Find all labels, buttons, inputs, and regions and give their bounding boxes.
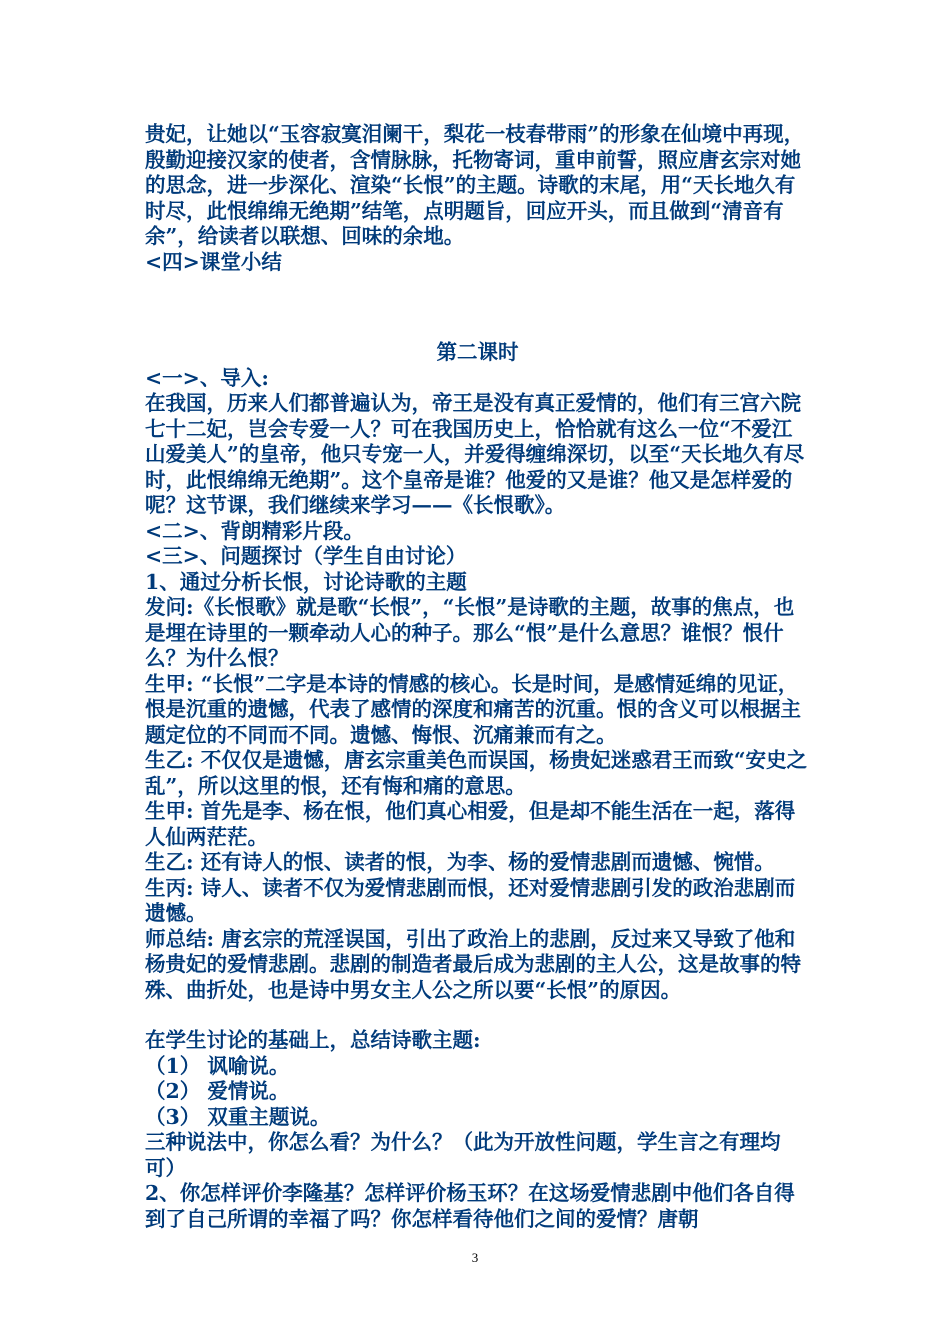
paragraph: 发问:《长恨歌》就是歌“长恨”，“长恨”是诗歌的主题，故事的焦点，也是埋在诗里的一颗牵动人心的种子。那么“恨”是什么意思？谁恨？恨什么？为什么恨？ <box>145 595 795 670</box>
paragraph: 在学生讨论的基础上，总结诗歌主题: <box>145 1028 481 1052</box>
paragraph: 生乙: 不仅仅是遗憾，唐玄宗重美色而误国，杨贵妃迷惑君王而致“安史之乱”，所以这里的恨，还有悔和痛的意思。 <box>145 748 807 798</box>
paragraph: <二>、背朗精彩片段。 <box>145 518 364 543</box>
paragraph: 1、通过分析长恨，讨论诗歌的主题 <box>145 569 467 594</box>
paragraph: （3） 双重主题说。 <box>145 1104 331 1129</box>
paragraph: 师总结: 唐玄宗的荒淫误国，引出了政治上的悲剧，反过来又导致了他和杨贵妃的爱情悲剧。悲剧的制造者最后成为悲剧的主人公，这是故事的特殊、曲折处，也是诗中男女主人公之所以要“长恨”的原因。 <box>145 926 801 1002</box>
paragraph: 生甲: “长恨”二字是本诗的情感的核心。长是时间，是感情延绵的见证，恨是沉重的遗憾，代表了感情的深度和痛苦的沉重。恨的含义可以根据主题定位的不同而不同。遗憾、悔恨、沉痛兼而有之。 <box>145 671 801 747</box>
paragraph: （2） 爱情说。 <box>145 1079 290 1103</box>
paragraph: <一>、导入: <box>145 365 269 390</box>
paragraph: 生丙: 诗人、读者不仅为爱情悲剧而恨，还对爱情悲剧引发的政治悲剧而遗憾。 <box>145 875 796 925</box>
paragraph: 2、你怎样评价李隆基？怎样评价杨玉环？在这场爱情悲剧中他们各自得到了自己所谓的幸福了吗？你怎样看待他们之间的爱情？唐朝 <box>145 1181 795 1231</box>
paragraph: 三种说法中，你怎么看？为什么？（此为开放性问题，学生言之有理均可） <box>145 1130 781 1180</box>
spacer <box>145 1003 810 1028</box>
paragraph: 生乙: 还有诗人的恨、读者的恨，为李、杨的爱情悲剧而遗憾、惋惜。 <box>145 850 775 874</box>
paragraph: <四>课堂小结 <box>145 249 282 274</box>
paragraph: 贵妃，让她以“玉容寂寞泪阑干，梨花一枝春带雨”的形象在仙境中再现，殷勤迎接汉家的使者，含情脉脉，托物寄词，重申前誓，照应唐玄宗对她的思念，进一步深化、渲染“长恨”的主题。诗歌的末尾，用“天长地久有时尽，此恨绵绵无绝期”结笔，点明题旨，回应开头，而且做到“清音有余”，给读者以联想、回味的余地。 <box>145 122 805 248</box>
paragraph: 生甲: 首先是李、杨在恨，他们真心相爱，但是却不能生活在一起，落得人仙两茫茫。 <box>145 799 796 849</box>
page-number: 3 <box>471 1250 479 1265</box>
paragraph: <三>、问题探讨（学生自由讨论） <box>145 544 467 568</box>
paragraph: 在我国，历来人们都普遍认为，帝王是没有真正爱情的，他们有三宫六院七十二妃，岂会专爱一人？可在我国历史上，恰恰就有这么一位“不爱江山爱美人”的皇帝，他只专宠一人，并爱得缠绵深切，以至“天长地久有尽时，此恨绵绵无绝期”。这个皇帝是谁？他爱的又是谁？他又是怎样爱的呢？这节课，我们继续来学习——《长恨歌》。 <box>145 391 805 517</box>
spacer <box>145 275 810 340</box>
paragraph: （1） 讽喻说。 <box>145 1053 290 1078</box>
document-body <box>145 122 810 1232</box>
section-title: 第二课时 <box>436 340 519 364</box>
